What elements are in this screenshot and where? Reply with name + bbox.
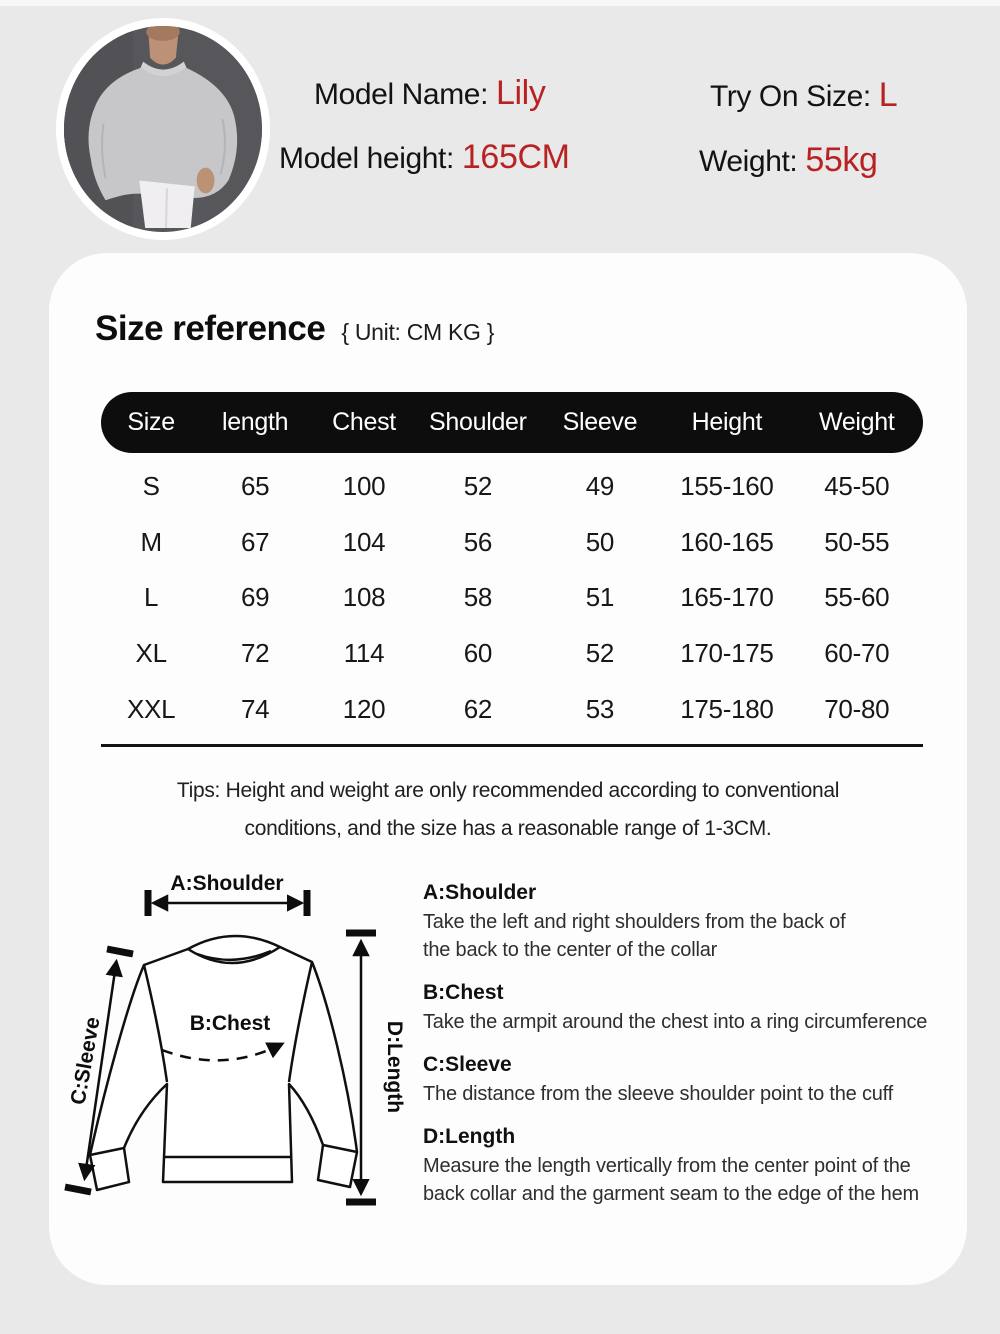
cell: 55-60 xyxy=(824,582,890,613)
cell: 52 xyxy=(585,638,615,669)
measure-item-title: D:Length xyxy=(423,1125,516,1148)
measure-item-line: the back to the center of the collar xyxy=(423,939,718,961)
cell: S xyxy=(142,471,160,502)
measure-item-line: Take the left and right shoulders from the back of xyxy=(423,911,846,933)
cell: 170-175 xyxy=(680,638,774,669)
cell: 175-180 xyxy=(680,693,774,724)
header-cell-size: Size xyxy=(127,408,175,436)
cell: 53 xyxy=(585,693,615,724)
measure-item-line: back collar and the garment seam to the edge of the hem xyxy=(423,1183,919,1205)
model-height-value: 165CM xyxy=(461,138,570,176)
cell: 62 xyxy=(463,693,493,724)
model-sweater xyxy=(89,68,238,201)
sweater-outline xyxy=(90,936,357,1190)
header-cell-weight: Weight xyxy=(818,408,895,436)
cell: 114 xyxy=(343,638,385,669)
header-cell-height: Height xyxy=(691,408,763,436)
tips-line-1: Tips: Height and weight are only recommended according to conventional xyxy=(176,779,840,802)
cell: 60 xyxy=(463,638,493,669)
cell: 100 xyxy=(342,471,386,502)
unit-note: { Unit: CM KG } xyxy=(341,319,495,345)
measure-item-chest xyxy=(423,980,975,1036)
cell: 60-70 xyxy=(824,638,890,669)
cell: M xyxy=(140,526,162,557)
size-reference-title-row xyxy=(95,309,494,349)
cell: L xyxy=(144,582,159,613)
measure-descriptions xyxy=(423,880,975,1224)
length-label: D:Length xyxy=(383,1020,406,1114)
try-on-size-value: L xyxy=(878,76,898,114)
header-cell-shoulder: Shoulder xyxy=(429,408,527,436)
cell: 58 xyxy=(463,582,493,613)
measure-item-sleeve xyxy=(423,1052,975,1108)
cell: 52 xyxy=(463,471,493,502)
cell: XL xyxy=(135,638,167,669)
measure-item-shoulder xyxy=(423,880,975,964)
chest-label: B:Chest xyxy=(189,1012,271,1035)
model-weight-label: Weight: xyxy=(699,145,798,178)
cell: 120 xyxy=(342,693,386,724)
measure-item-title: A:Shoulder xyxy=(423,881,537,904)
try-on-size-line xyxy=(710,76,897,115)
model-name-label: Model Name: xyxy=(314,78,489,111)
garment-diagram xyxy=(40,852,430,1212)
measure-item-line: The distance from the sleeve shoulder point to the cuff xyxy=(423,1083,894,1105)
size-table-header xyxy=(101,392,923,453)
cell: XXL xyxy=(127,693,176,724)
try-on-size-label: Try On Size: xyxy=(710,80,871,113)
cell: 155-160 xyxy=(680,471,774,502)
header-cell-sleeve: Sleeve xyxy=(562,408,638,436)
shoulder-label: A:Shoulder xyxy=(170,872,284,895)
model-name-line xyxy=(314,74,545,113)
table-row xyxy=(101,570,923,626)
cell: 67 xyxy=(240,526,270,557)
cell: 45-50 xyxy=(824,471,890,502)
cell: 51 xyxy=(585,582,615,613)
table-row xyxy=(101,681,923,737)
cell: 56 xyxy=(463,526,493,557)
model-photo-image xyxy=(64,26,262,232)
table-row xyxy=(101,459,923,515)
measure-item-line: Take the armpit around the chest into a ring circumference xyxy=(423,1011,928,1033)
measure-item-line: Measure the length vertically from the center point of the xyxy=(423,1155,911,1177)
measure-item-length xyxy=(423,1124,975,1208)
header-cell-length: length xyxy=(221,408,289,436)
size-reference-title: Size reference xyxy=(95,309,326,348)
model-photo-scene xyxy=(64,26,262,232)
table-divider xyxy=(101,744,923,747)
cell: 69 xyxy=(240,582,270,613)
model-name-value: Lily xyxy=(496,74,546,112)
measure-item-title: B:Chest xyxy=(423,981,504,1004)
cell: 108 xyxy=(342,582,386,613)
cell: 50-55 xyxy=(824,526,890,557)
sleeve-label: C:Sleeve xyxy=(66,1015,105,1107)
header-cell-chest: Chest xyxy=(332,408,396,436)
measure-item-title: C:Sleeve xyxy=(423,1053,512,1076)
top-strip xyxy=(0,0,1000,6)
cell: 104 xyxy=(342,526,386,557)
tips-text xyxy=(49,772,967,848)
cell: 50 xyxy=(585,526,615,557)
tips-line-2: conditions, and the size has a reasonable range of 1-3CM. xyxy=(244,817,772,840)
model-weight-value: 55kg xyxy=(805,141,878,179)
cell: 72 xyxy=(240,638,270,669)
table-row xyxy=(101,515,923,571)
table-row xyxy=(101,626,923,682)
cell: 49 xyxy=(585,471,615,502)
cell: 74 xyxy=(240,693,270,724)
model-photo xyxy=(56,18,270,240)
cell: 160-165 xyxy=(680,526,774,557)
model-hand xyxy=(197,168,215,194)
cell: 70-80 xyxy=(824,693,890,724)
model-height-label: Model height: xyxy=(279,142,454,175)
cell: 165-170 xyxy=(680,582,774,613)
cell: 65 xyxy=(240,471,270,502)
size-table-body xyxy=(101,459,923,737)
model-height-line xyxy=(279,138,570,177)
shoulder-measure-arrow xyxy=(148,872,307,916)
model-weight-line xyxy=(699,141,878,180)
